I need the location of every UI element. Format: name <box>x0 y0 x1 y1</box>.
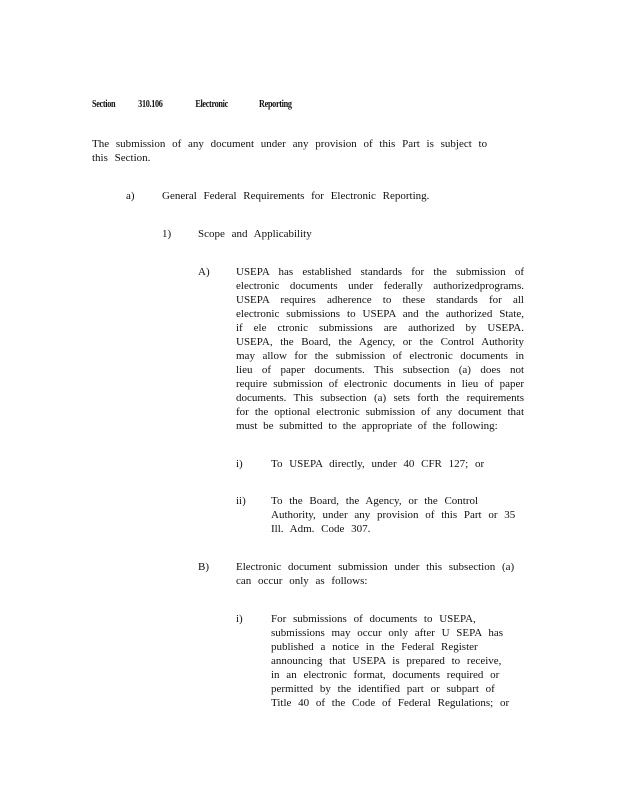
intro-paragraph: The submission of any document under any provision of this Part is subject to this Section. <box>92 138 488 164</box>
subparagraph-A-label: A) <box>198 266 210 278</box>
section-title-word-2: Reporting <box>259 99 292 110</box>
item-A-i-text: To USEPA directly, under 40 CFR 127; or <box>271 458 485 470</box>
subparagraph-B-label: B) <box>198 561 209 573</box>
subparagraph-A-text: USEPA has established standards for the submission of electronic documents under federally authorizedprograms. USEPA requires adherence to these standards for all electronic submissions to USEPA and the authorized State, if ele ctronic submissions are authorized by USEPA. USEPA, the Board, the Agency, or the Control Authority may allow for the submission of electronic documents in lieu of paper documents. This subsection (a) does not require submission of electronic documents in lieu of paper documents. This subsection (a) sets forth the requirements for the optional electronic submission of any document that must be submitted to the appropriate of the following: <box>236 266 524 432</box>
item-B-i-label: i) <box>236 613 243 625</box>
item-A-i-label: i) <box>236 458 243 470</box>
section-heading <box>92 99 292 110</box>
paragraph-1-title: Scope and Applicability <box>198 228 312 240</box>
subparagraph-B-text: Electronic document submission under this subsection (a) can occur only as follows: <box>236 561 515 587</box>
section-number: 310.106 <box>138 99 163 110</box>
subsection-a-label: a) <box>126 190 135 202</box>
item-A-ii-text: To the Board, the Agency, or the Control Authority, under any provision of this Part or 35 Ill. Adm. Code 307. <box>271 495 516 535</box>
section-title-word-1: Electronic <box>195 99 228 110</box>
section-label: Section <box>92 99 116 110</box>
paragraph-1-label: 1) <box>162 228 172 240</box>
subsection-a-title: General Federal Requirements for Electronic Reporting. <box>162 190 430 202</box>
item-B-i-text: For submissions of documents to USEPA, submissions may occur only after U SEPA has published a notice in the Federal Register announcing that USEPA is prepared to receive, in an electronic format, documents required or permitted by the identified part or subpart of Title 40 of the Code of Federal Regulations; or <box>271 613 510 709</box>
item-A-ii-label: ii) <box>236 495 246 507</box>
